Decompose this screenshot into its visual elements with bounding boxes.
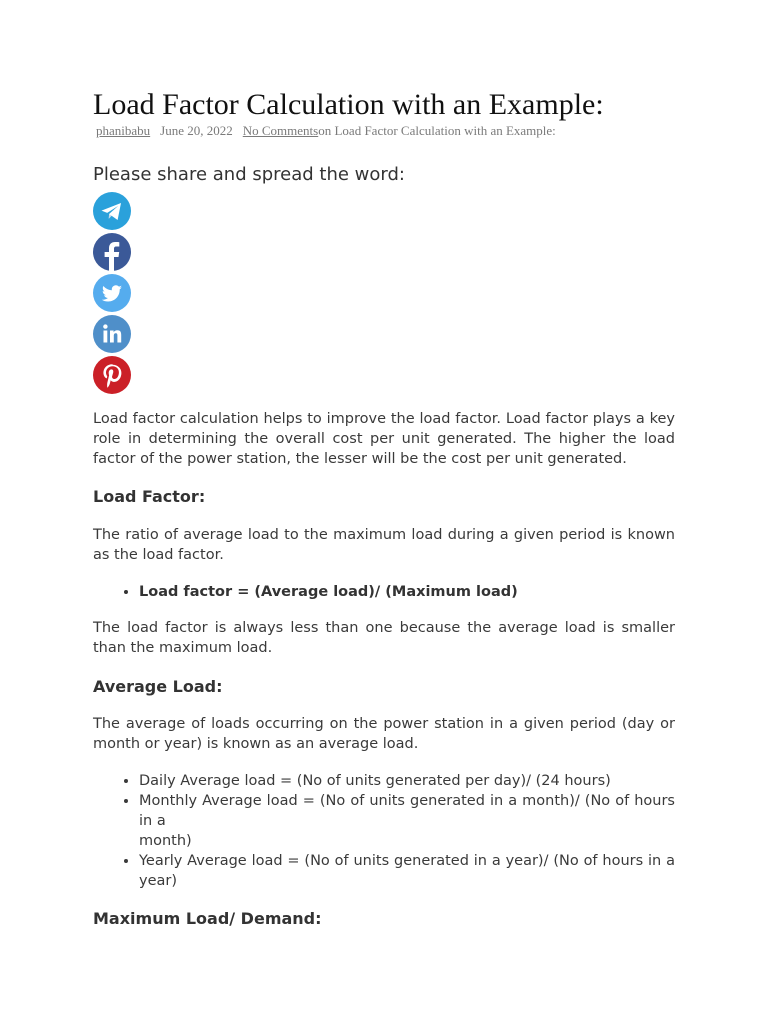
page-title: Load Factor Calculation with an Example: bbox=[93, 88, 604, 121]
share-item-pinterest bbox=[93, 356, 675, 397]
maximum-load-heading: Maximum Load/ Demand: bbox=[93, 909, 322, 928]
average-load-heading: Average Load: bbox=[93, 677, 223, 696]
share-item-facebook bbox=[93, 233, 675, 274]
pinterest-icon bbox=[93, 356, 131, 394]
list-item bbox=[139, 791, 675, 851]
post-date: June 20, 2022 bbox=[160, 123, 233, 138]
load-factor-note: The load factor is always less than one because the average load is smaller than the maximum load. bbox=[93, 620, 675, 656]
facebook-icon bbox=[93, 233, 131, 271]
share-item-telegram bbox=[93, 192, 675, 233]
author-link[interactable]: phanibabu bbox=[96, 123, 151, 138]
twitter-icon bbox=[93, 274, 131, 312]
share-item-twitter bbox=[93, 274, 675, 315]
comments-suffix: on Load Factor Calculation with an Example: bbox=[318, 123, 556, 138]
load-factor-definition: The ratio of average load to the maximum load during a given period is known as the load factor. bbox=[93, 527, 675, 563]
load-factor-heading: Load Factor: bbox=[93, 487, 206, 506]
telegram-share-button[interactable] bbox=[93, 192, 131, 230]
average-load-list bbox=[93, 771, 675, 891]
linkedin-share-button[interactable] bbox=[93, 315, 131, 353]
telegram-icon bbox=[93, 192, 131, 230]
list-item: • Yearly Average load = (No of units generated in a year)/ (No of hours in a year) bbox=[139, 851, 675, 891]
load-factor-formula: • Load factor = (Average load)/ (Maximum load) bbox=[139, 582, 675, 602]
comments-link[interactable]: No Comments bbox=[242, 123, 319, 138]
average-load-definition: The average of loads occurring on the power station in a given period (day or month or year) is known as an average load. bbox=[93, 716, 675, 752]
list-item-continuation: month) bbox=[139, 833, 192, 849]
linkedin-icon bbox=[93, 315, 131, 353]
twitter-share-button[interactable] bbox=[93, 274, 131, 312]
load-factor-formula-list bbox=[93, 582, 675, 602]
intro-paragraph: Load factor calculation helps to improve the load factor. Load factor plays a key role in determining the overall cost per unit generated. The higher the load factor of the power station, the lesser will be the cost per unit generated. bbox=[93, 411, 675, 467]
share-item-linkedin bbox=[93, 315, 675, 356]
post-meta bbox=[96, 124, 675, 138]
facebook-share-button[interactable] bbox=[93, 233, 131, 271]
article bbox=[93, 86, 675, 929]
social-share-list bbox=[93, 192, 675, 397]
share-heading: Please share and spread the word: bbox=[93, 164, 405, 185]
pinterest-share-button[interactable] bbox=[93, 356, 131, 394]
list-item-text: Monthly Average load = (No of units generated in a month)/ (No of hours in a bbox=[139, 793, 675, 829]
list-item: • Daily Average load = (No of units generated per day)/ (24 hours) bbox=[139, 771, 675, 791]
